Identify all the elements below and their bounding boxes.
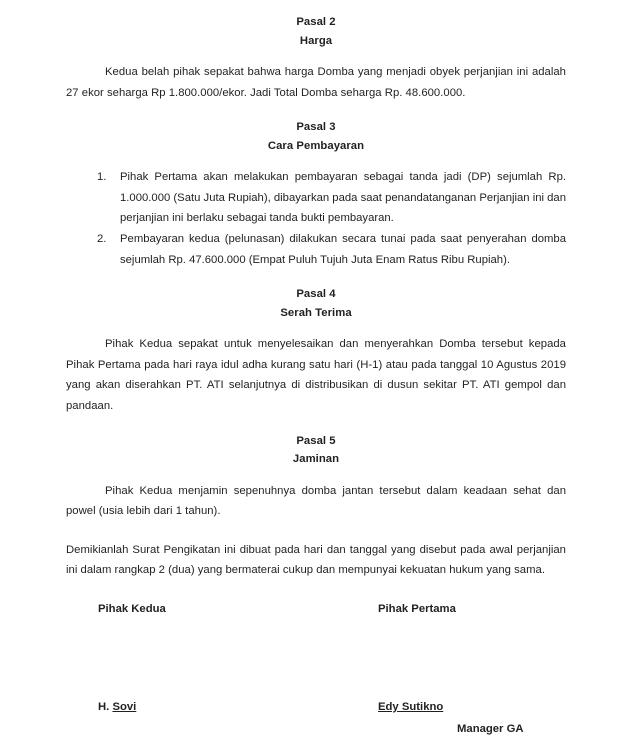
section-heading-pasal-4 xyxy=(66,285,566,322)
section-heading-number: Pasal 2 xyxy=(296,16,336,28)
closing-paragraph: Demikianlah Surat Pengikatan ini dibuat pada hari dan tanggal yang disebut pada awal perjanjian ini dalam rangkap 2 (dua) yang bermaterai cukup dan mempunyai kekuatan hukum yang sama. xyxy=(66,543,566,577)
section-heading-number: Pasal 3 xyxy=(296,121,336,134)
signature-label-left: Pihak Kedua xyxy=(98,602,166,615)
section-heading-title: Harga xyxy=(299,34,333,47)
signature-label-right: Pihak Pertama xyxy=(378,602,456,615)
signatory-name-left-main: Sovi xyxy=(112,700,137,713)
signature-party-labels-row xyxy=(66,603,566,625)
list-item-text: Pihak Pertama akan melakukan pembayaran sebagai tanda jadi (DP) sejumlah Rp. 1.000.000 (Satu Juta Rupiah), dibayarkan pada saat penandatanganan Perjanjian ini dan perjanjian ini berlaku sebagai tanda bukti pembayaran. xyxy=(120,171,566,225)
document-content xyxy=(66,0,566,745)
section-heading-title: Jaminan xyxy=(292,453,340,466)
list-item-marker: 1. xyxy=(97,171,107,184)
section-heading-pasal-5 xyxy=(66,432,566,469)
payment-terms-list xyxy=(66,167,566,270)
signatory-name-left xyxy=(98,701,136,713)
section-body-pasal-4: Pihak Kedua sepakat untuk menyelesaikan dan menyerahkan Domba tersebut kepada Pihak Pertama pada hari raya idul adha kurang satu hari (H-1) atau pada tanggal 10 Agustus 2019 yang akan diserahkan PT. ATI selanjutnya di distribusikan di dusun sekitar PT. ATI gempol dan pandaan. xyxy=(66,338,566,412)
section-body-pasal-2: Kedua belah pihak sepakat bahwa harga Domba yang menjadi obyek perjanjian ini adalah 27 ekor seharga Rp 1.800.000/ekor. Jadi Total Domba seharga Rp. 48.600.000. xyxy=(66,66,566,99)
section-heading-pasal-3 xyxy=(66,118,566,155)
signature-names-row xyxy=(66,701,566,723)
section-heading-title: Cara Pembayaran xyxy=(267,139,365,152)
signature-title-row xyxy=(66,723,566,745)
section-heading-number: Pasal 4 xyxy=(296,288,336,301)
section-heading-number: Pasal 5 xyxy=(296,434,336,447)
section-body-pasal-5: Pihak Kedua menjamin sepenuhnya domba jantan tersebut dalam keadaan sehat dan powel (usia lebih dari 1 tahun). xyxy=(66,484,566,518)
signature-blank-space xyxy=(66,625,566,701)
list-item-text: Pembayaran kedua (pelunasan) dilakukan secara tunai pada saat penyerahan domba sejumlah Rp. 47.600.000 (Empat Puluh Tujuh Juta Enam Ratus Ribu Rupiah). xyxy=(120,232,566,266)
list-item-marker: 2. xyxy=(97,232,107,245)
list-item xyxy=(66,229,566,270)
section-heading-title: Serah Terima xyxy=(280,306,352,319)
section-heading-pasal-2 xyxy=(66,13,566,50)
signatory-job-title-right: Manager GA xyxy=(457,722,524,735)
signatory-name-left-prefix: H. xyxy=(98,700,113,713)
signatory-name-right: Edy Sutikno xyxy=(378,700,444,713)
list-item xyxy=(66,167,566,229)
